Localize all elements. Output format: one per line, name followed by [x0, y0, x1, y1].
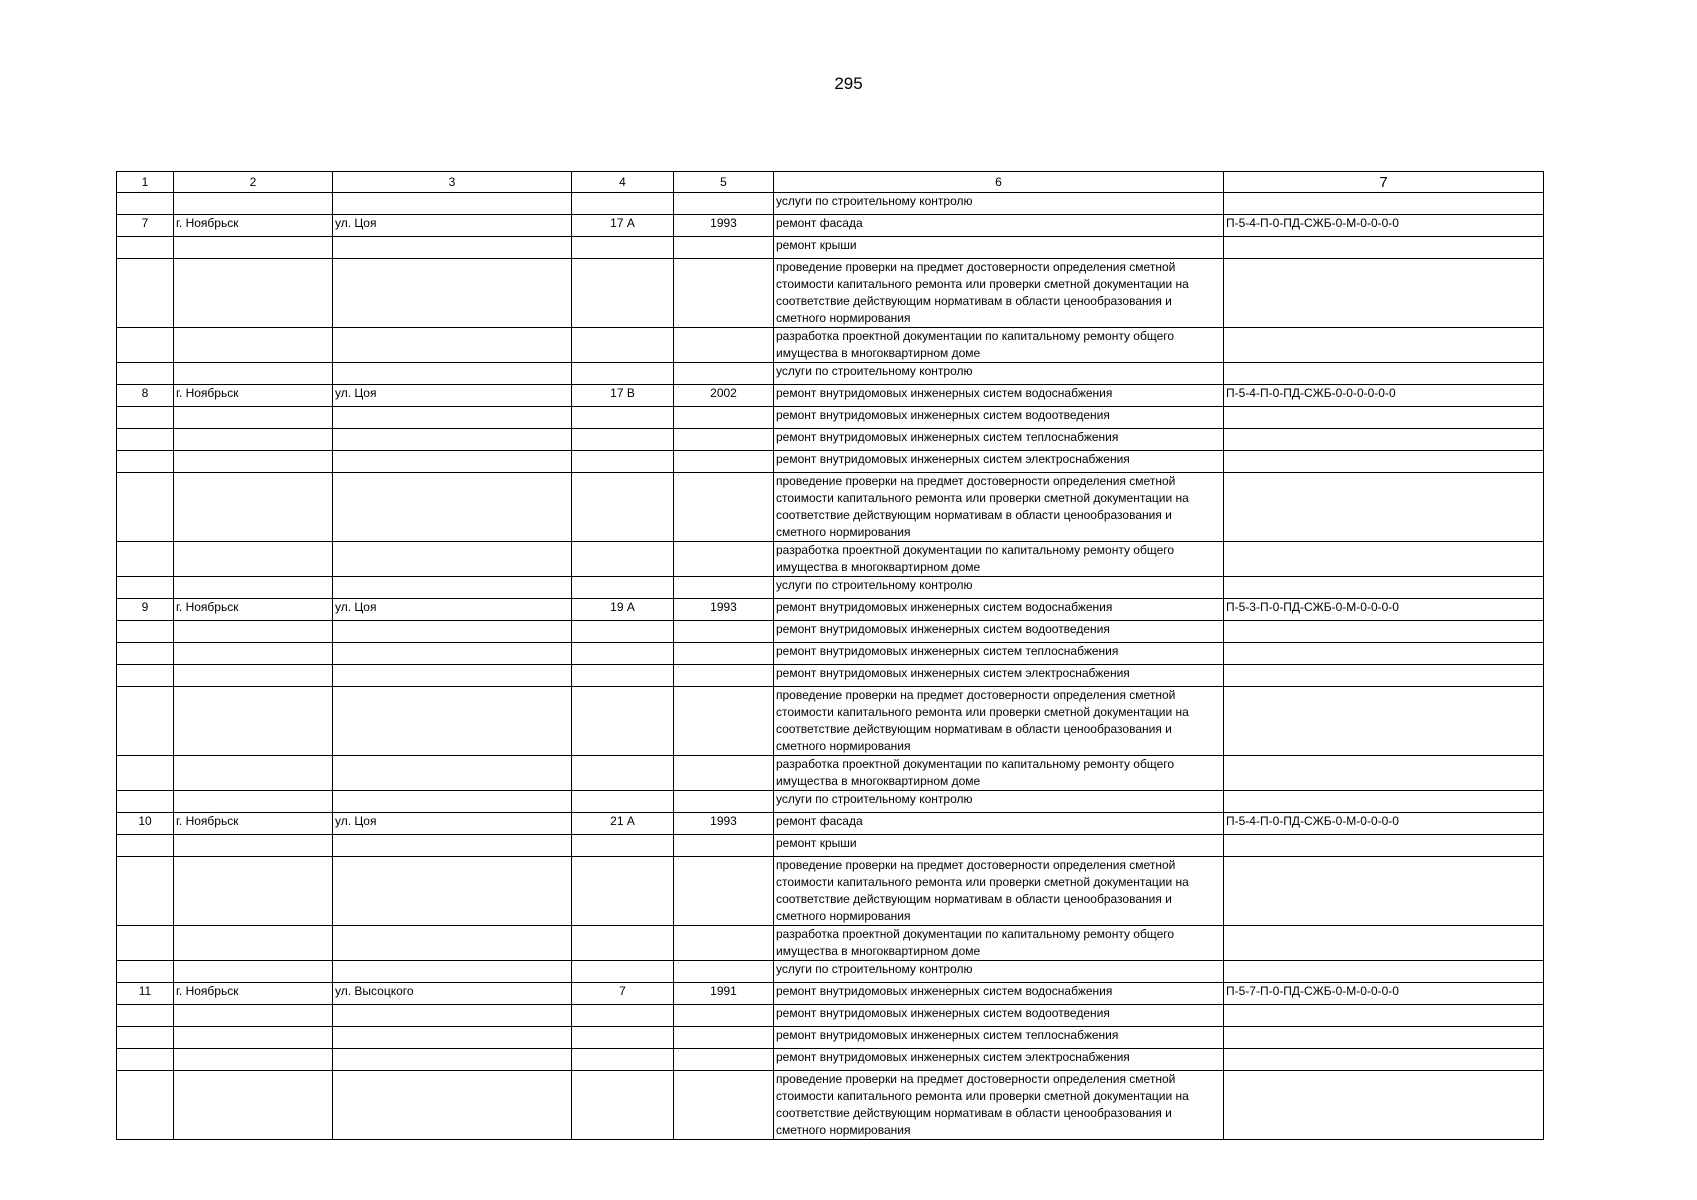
cell-city: г. Ноябрьск: [174, 385, 333, 407]
cell-work: разработка проектной документации по капитальному ремонту общего имущества в многоквартирном доме: [774, 756, 1224, 791]
cell-year: [674, 363, 774, 385]
cell-code: [1224, 926, 1544, 961]
table-row: [117, 813, 1544, 835]
cell-work: ремонт внутридомовых инженерных систем электроснабжения: [774, 665, 1224, 687]
cell-number: [117, 961, 174, 983]
cell-code: [1224, 1005, 1544, 1027]
cell-number: [117, 407, 174, 429]
header-cell: 1: [117, 172, 174, 193]
cell-street: [333, 756, 572, 791]
cell-street: ул. Цоя: [333, 385, 572, 407]
cell-street: ул. Цоя: [333, 599, 572, 621]
cell-number: [117, 687, 174, 756]
cell-work: проведение проверки на предмет достоверности определения сметной стоимости капитального ремонта или проверки сметной документации на соответствие действующим нормативам в области ценообразования и сметного нормирования: [774, 473, 1224, 542]
table-row: [117, 259, 1544, 328]
cell-street: ул. Цоя: [333, 215, 572, 237]
cell-year: [674, 857, 774, 926]
cell-house: 17 А: [572, 215, 674, 237]
cell-house: [572, 328, 674, 363]
cell-code: П-5-4-П-0-ПД-СЖБ-0-0-0-0-0-0: [1224, 385, 1544, 407]
cell-number: [117, 451, 174, 473]
cell-street: [333, 237, 572, 259]
table-row: [117, 215, 1544, 237]
cell-work: ремонт внутридомовых инженерных систем водоотведения: [774, 1005, 1224, 1027]
cell-number: [117, 193, 174, 215]
cell-house: [572, 407, 674, 429]
cell-year: [674, 577, 774, 599]
cell-street: [333, 328, 572, 363]
table-row: [117, 237, 1544, 259]
table-row: [117, 328, 1544, 363]
cell-city: [174, 1005, 333, 1027]
page-number: 295: [834, 74, 863, 93]
cell-number: [117, 643, 174, 665]
table-row: [117, 363, 1544, 385]
cell-house: [572, 363, 674, 385]
cell-city: [174, 429, 333, 451]
cell-number: [117, 1071, 174, 1140]
table-row: [117, 407, 1544, 429]
cell-year: [674, 328, 774, 363]
cell-year: [674, 835, 774, 857]
cell-city: г. Ноябрьск: [174, 215, 333, 237]
cell-street: [333, 1005, 572, 1027]
cell-city: [174, 961, 333, 983]
cell-work: ремонт фасада: [774, 813, 1224, 835]
cell-code: [1224, 756, 1544, 791]
cell-house: 19 А: [572, 599, 674, 621]
cell-code: [1224, 643, 1544, 665]
cell-work: услуги по строительному контролю: [774, 577, 1224, 599]
cell-number: [117, 791, 174, 813]
cell-work: ремонт внутридомовых инженерных систем водоснабжения: [774, 599, 1224, 621]
cell-city: [174, 259, 333, 328]
cell-code: [1224, 1071, 1544, 1140]
cell-house: [572, 1071, 674, 1140]
table-row: [117, 599, 1544, 621]
cell-city: [174, 1071, 333, 1140]
cell-street: [333, 577, 572, 599]
cell-street: [333, 926, 572, 961]
table-row: [117, 1005, 1544, 1027]
cell-house: [572, 542, 674, 577]
cell-work: услуги по строительному контролю: [774, 363, 1224, 385]
cell-code: [1224, 857, 1544, 926]
cell-street: [333, 1071, 572, 1140]
cell-street: [333, 857, 572, 926]
header-cell: 2: [174, 172, 333, 193]
cell-street: [333, 473, 572, 542]
cell-year: [674, 687, 774, 756]
cell-work: разработка проектной документации по капитальному ремонту общего имущества в многоквартирном доме: [774, 328, 1224, 363]
cell-city: [174, 643, 333, 665]
cell-house: [572, 621, 674, 643]
cell-work: ремонт внутридомовых инженерных систем теплоснабжения: [774, 1027, 1224, 1049]
cell-house: [572, 961, 674, 983]
cell-year: [674, 237, 774, 259]
table-row: [117, 643, 1544, 665]
cell-number: 8: [117, 385, 174, 407]
cell-code: [1224, 621, 1544, 643]
cell-street: ул. Цоя: [333, 813, 572, 835]
cell-work: ремонт внутридомовых инженерных систем теплоснабжения: [774, 429, 1224, 451]
cell-year: [674, 451, 774, 473]
cell-work: ремонт крыши: [774, 835, 1224, 857]
cell-year: 1993: [674, 215, 774, 237]
cell-work: ремонт фасада: [774, 215, 1224, 237]
cell-work: разработка проектной документации по капитальному ремонту общего имущества в многоквартирном доме: [774, 542, 1224, 577]
cell-work: ремонт внутридомовых инженерных систем водоснабжения: [774, 983, 1224, 1005]
cell-house: [572, 926, 674, 961]
cell-house: [572, 451, 674, 473]
cell-year: 2002: [674, 385, 774, 407]
cell-city: [174, 237, 333, 259]
cell-work: ремонт крыши: [774, 237, 1224, 259]
cell-code: [1224, 687, 1544, 756]
cell-work: ремонт внутридомовых инженерных систем водоснабжения: [774, 385, 1224, 407]
table-row: [117, 621, 1544, 643]
cell-city: [174, 328, 333, 363]
cell-city: г. Ноябрьск: [174, 983, 333, 1005]
header-cell: 6: [774, 172, 1224, 193]
cell-number: [117, 835, 174, 857]
cell-city: [174, 473, 333, 542]
cell-city: [174, 835, 333, 857]
cell-code: [1224, 961, 1544, 983]
cell-street: [333, 643, 572, 665]
cell-street: [333, 961, 572, 983]
header-row: [117, 172, 1544, 193]
cell-year: [674, 621, 774, 643]
cell-city: [174, 363, 333, 385]
cell-city: [174, 1027, 333, 1049]
cell-city: [174, 687, 333, 756]
cell-code: П-5-3-П-0-ПД-СЖБ-0-М-0-0-0-0: [1224, 599, 1544, 621]
cell-work: ремонт внутридомовых инженерных систем электроснабжения: [774, 451, 1224, 473]
cell-number: [117, 237, 174, 259]
cell-number: [117, 473, 174, 542]
cell-year: [674, 756, 774, 791]
cell-work: проведение проверки на предмет достоверности определения сметной стоимости капитального ремонта или проверки сметной документации на соответствие действующим нормативам в области ценообразования и сметного нормирования: [774, 259, 1224, 328]
cell-street: [333, 1049, 572, 1071]
cell-year: [674, 1071, 774, 1140]
cell-work: проведение проверки на предмет достоверности определения сметной стоимости капитального ремонта или проверки сметной документации на соответствие действующим нормативам в области ценообразования и сметного нормирования: [774, 1071, 1224, 1140]
cell-street: [333, 621, 572, 643]
cell-house: [572, 577, 674, 599]
cell-year: [674, 665, 774, 687]
table-row: [117, 926, 1544, 961]
works-table: [116, 171, 1544, 1140]
cell-code: [1224, 407, 1544, 429]
cell-house: [572, 1005, 674, 1027]
cell-work: услуги по строительному контролю: [774, 791, 1224, 813]
cell-house: [572, 857, 674, 926]
table-row: [117, 451, 1544, 473]
cell-city: г. Ноябрьск: [174, 813, 333, 835]
cell-street: ул. Высоцкого: [333, 983, 572, 1005]
cell-house: [572, 665, 674, 687]
table-row: [117, 193, 1544, 215]
header-cell: 4: [572, 172, 674, 193]
table-row: [117, 857, 1544, 926]
cell-city: [174, 857, 333, 926]
cell-code: [1224, 1049, 1544, 1071]
cell-house: [572, 756, 674, 791]
cell-year: [674, 473, 774, 542]
cell-street: [333, 542, 572, 577]
table-row: [117, 835, 1544, 857]
cell-street: [333, 429, 572, 451]
cell-street: [333, 259, 572, 328]
cell-number: [117, 1049, 174, 1071]
cell-street: [333, 193, 572, 215]
cell-house: 7: [572, 983, 674, 1005]
table-row: [117, 983, 1544, 1005]
cell-city: [174, 542, 333, 577]
cell-number: [117, 363, 174, 385]
cell-code: [1224, 259, 1544, 328]
table-row: [117, 429, 1544, 451]
cell-number: [117, 665, 174, 687]
cell-work: услуги по строительному контролю: [774, 193, 1224, 215]
cell-code: [1224, 429, 1544, 451]
table-row: [117, 687, 1544, 756]
cell-house: [572, 237, 674, 259]
cell-year: [674, 926, 774, 961]
cell-code: [1224, 577, 1544, 599]
cell-city: [174, 407, 333, 429]
cell-street: [333, 451, 572, 473]
cell-year: [674, 643, 774, 665]
cell-city: [174, 193, 333, 215]
table-row: [117, 756, 1544, 791]
cell-code: П-5-7-П-0-ПД-СЖБ-0-М-0-0-0-0: [1224, 983, 1544, 1005]
cell-street: [333, 407, 572, 429]
cell-work: ремонт внутридомовых инженерных систем водоотведения: [774, 621, 1224, 643]
table-row: [117, 542, 1544, 577]
cell-code: [1224, 328, 1544, 363]
table-row: [117, 577, 1544, 599]
table-row: [117, 1071, 1544, 1140]
header-cell: 3: [333, 172, 572, 193]
cell-year: 1993: [674, 813, 774, 835]
cell-code: [1224, 791, 1544, 813]
cell-city: [174, 791, 333, 813]
cell-street: [333, 687, 572, 756]
cell-work: ремонт внутридомовых инженерных систем электроснабжения: [774, 1049, 1224, 1071]
cell-street: [333, 835, 572, 857]
cell-number: 9: [117, 599, 174, 621]
cell-house: [572, 643, 674, 665]
cell-year: [674, 961, 774, 983]
cell-city: [174, 451, 333, 473]
cell-house: [572, 473, 674, 542]
cell-number: 7: [117, 215, 174, 237]
cell-year: [674, 259, 774, 328]
cell-code: [1224, 237, 1544, 259]
table-row: [117, 473, 1544, 542]
cell-house: 17 В: [572, 385, 674, 407]
cell-city: [174, 621, 333, 643]
cell-house: [572, 429, 674, 451]
cell-number: [117, 926, 174, 961]
table-row: [117, 1049, 1544, 1071]
cell-city: [174, 577, 333, 599]
cell-work: ремонт внутридомовых инженерных систем водоотведения: [774, 407, 1224, 429]
cell-code: [1224, 451, 1544, 473]
cell-year: [674, 429, 774, 451]
cell-year: [674, 542, 774, 577]
cell-number: [117, 259, 174, 328]
cell-year: 1991: [674, 983, 774, 1005]
table-row: [117, 791, 1544, 813]
cell-house: [572, 1049, 674, 1071]
cell-year: 1993: [674, 599, 774, 621]
cell-number: [117, 756, 174, 791]
cell-code: [1224, 1027, 1544, 1049]
cell-city: [174, 926, 333, 961]
cell-number: [117, 542, 174, 577]
cell-number: [117, 577, 174, 599]
cell-year: [674, 791, 774, 813]
cell-number: 11: [117, 983, 174, 1005]
cell-number: [117, 429, 174, 451]
cell-year: [674, 1027, 774, 1049]
cell-year: [674, 407, 774, 429]
cell-city: г. Ноябрьск: [174, 599, 333, 621]
cell-street: [333, 665, 572, 687]
cell-number: 10: [117, 813, 174, 835]
cell-city: [174, 1049, 333, 1071]
cell-number: [117, 621, 174, 643]
cell-house: [572, 1027, 674, 1049]
cell-code: [1224, 665, 1544, 687]
cell-city: [174, 665, 333, 687]
cell-work: проведение проверки на предмет достоверности определения сметной стоимости капитального ремонта или проверки сметной документации на соответствие действующим нормативам в области ценообразования и сметного нормирования: [774, 857, 1224, 926]
cell-code: П-5-4-П-0-ПД-СЖБ-0-М-0-0-0-0: [1224, 813, 1544, 835]
table-row: [117, 1027, 1544, 1049]
header-cell: 7: [1224, 172, 1544, 193]
cell-house: [572, 791, 674, 813]
cell-year: [674, 1005, 774, 1027]
cell-number: [117, 328, 174, 363]
cell-number: [117, 1005, 174, 1027]
cell-street: [333, 1027, 572, 1049]
header-cell: 5: [674, 172, 774, 193]
cell-number: [117, 857, 174, 926]
cell-number: [117, 1027, 174, 1049]
cell-work: ремонт внутридомовых инженерных систем теплоснабжения: [774, 643, 1224, 665]
table-row: [117, 665, 1544, 687]
cell-year: [674, 1049, 774, 1071]
cell-house: [572, 835, 674, 857]
cell-code: [1224, 193, 1544, 215]
cell-house: [572, 259, 674, 328]
table-row: [117, 961, 1544, 983]
cell-code: П-5-4-П-0-ПД-СЖБ-0-М-0-0-0-0: [1224, 215, 1544, 237]
cell-house: 21 А: [572, 813, 674, 835]
cell-street: [333, 791, 572, 813]
cell-code: [1224, 542, 1544, 577]
cell-work: услуги по строительному контролю: [774, 961, 1224, 983]
cell-house: [572, 687, 674, 756]
cell-work: проведение проверки на предмет достоверности определения сметной стоимости капитального ремонта или проверки сметной документации на соответствие действующим нормативам в области ценообразования и сметного нормирования: [774, 687, 1224, 756]
cell-street: [333, 363, 572, 385]
cell-work: разработка проектной документации по капитальному ремонту общего имущества в многоквартирном доме: [774, 926, 1224, 961]
cell-house: [572, 193, 674, 215]
cell-code: [1224, 363, 1544, 385]
cell-city: [174, 756, 333, 791]
cell-code: [1224, 835, 1544, 857]
cell-year: [674, 193, 774, 215]
cell-code: [1224, 473, 1544, 542]
table-row: [117, 385, 1544, 407]
